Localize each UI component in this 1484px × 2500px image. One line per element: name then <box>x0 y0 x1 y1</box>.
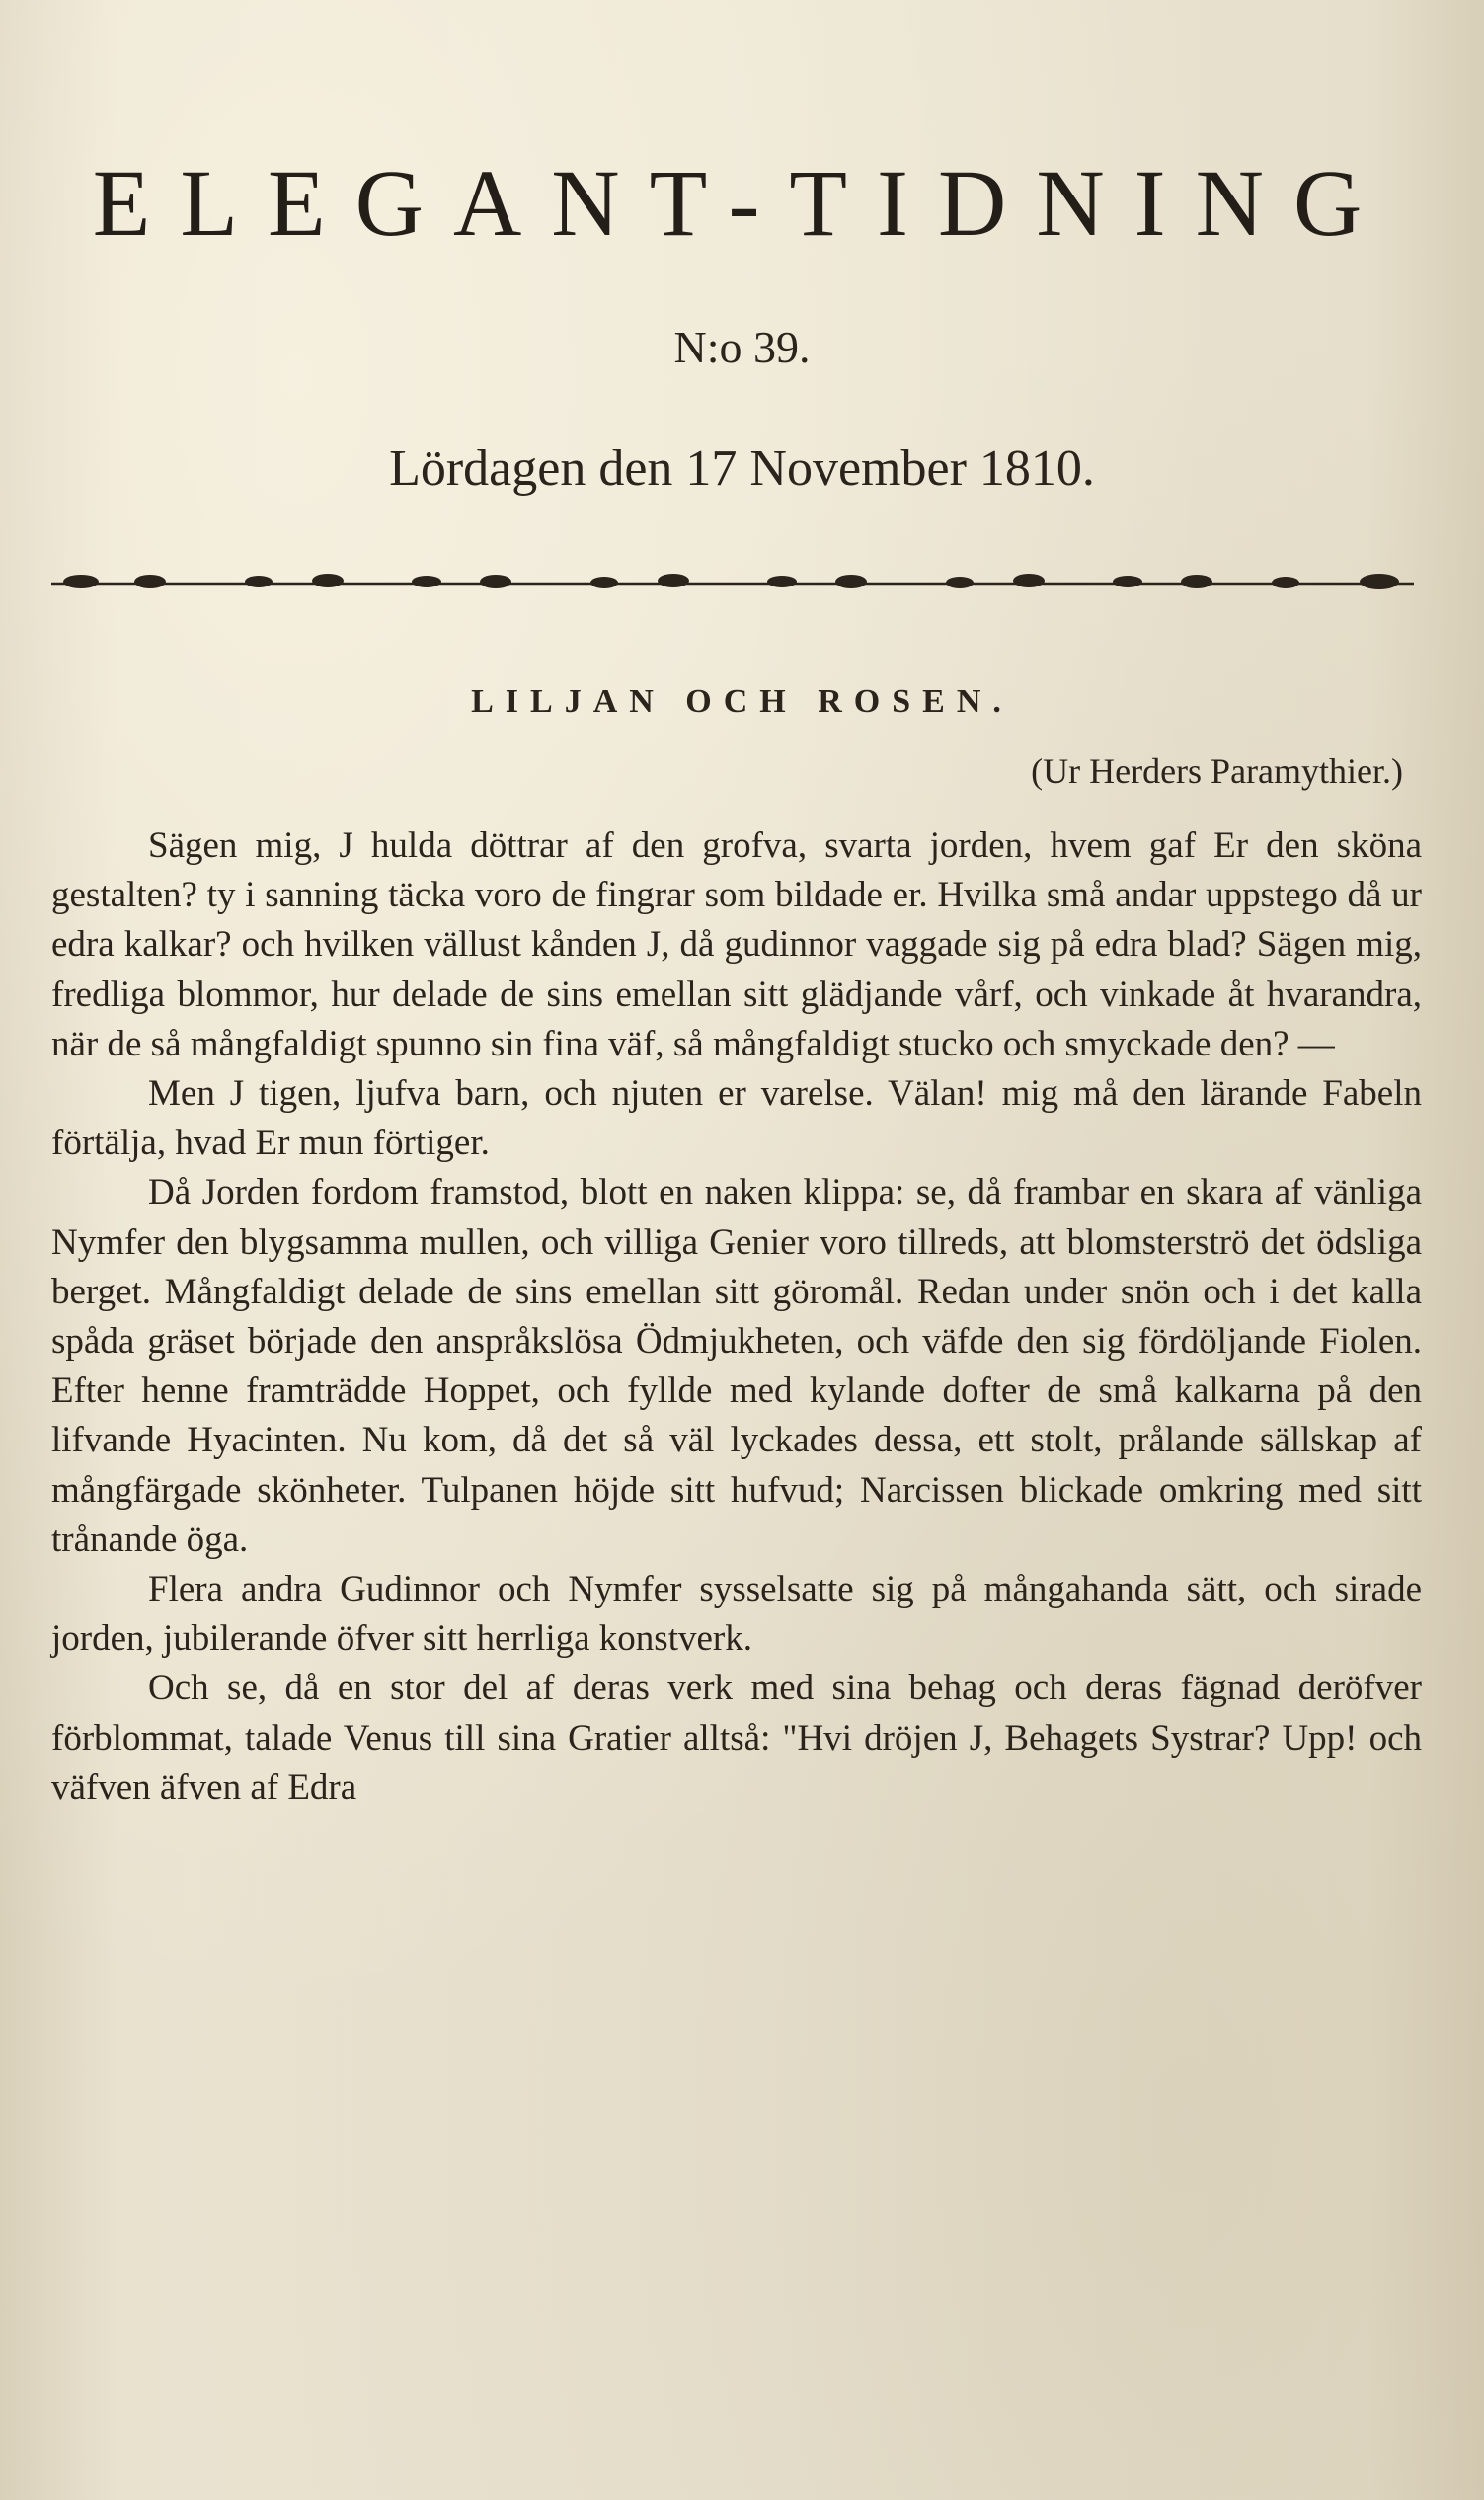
paragraph: Men J tigen, ljufva barn, och njuten er varelse. Välan! mig må den lärande Fabeln förtälja, hvad Er mun förtiger. <box>51 1073 1422 1164</box>
paragraph: Sägen mig, J hulda döttrar af den grofva, svarta jorden, hvem gaf Er den sköna gestalten? ty i sanning täcka voro de fingrar som bildade er. Hvilka små andar uppstego då ur edra kalkar? och hvilken vällust kånden J, då gudinnor vaggade sig på edra blad? Sägen mig, fredliga blommor, hur delade de sins emellan sitt glädjande vårf, och vinkade åt hvarandra, när de så mångfaldigt spunno sin fina väf, så mångfaldigt stucko och smyckade den? — <box>51 825 1422 1064</box>
paragraph: Flera andra Gudinnor och Nymfer sysselsatte sig på mångahanda sätt, och sirade jorden, jubilerande öfver sitt herrliga konstverk. <box>51 1569 1422 1660</box>
article-source: (Ur Herders Paramythier.) <box>1031 751 1403 791</box>
ornamental-rule <box>51 571 1414 596</box>
paragraph: Då Jorden fordom framstod, blott en naken klippa: se, då frambar en skara af vänliga Nymfer den blygsamma mullen, och villiga Genier voro tillreds, att blomsterströ det ödsliga berget. Mångfaldigt delade de sins emellan sitt göromål. Redan under snön och i det kalla spåda gräset började den anspråkslösa Ödmjukheten, och väfde den sig fördöljande Fiolen. Efter henne framträdde Hoppet, och fyllde med kylande dofter de små kalkarna på den lifvande Hyacinten. Nu kom, då det så väl lyckades dessa, ett stolt, prålande sällskap af mångfärgade skönheter. Tulpanen höjde sitt hufvud; Narcissen blickade omkring med sitt trånande öga. <box>51 1172 1422 1560</box>
masthead-title: ELEGANT-TIDNING <box>92 150 1392 256</box>
issue-date: Lördagen den 17 November 1810. <box>389 440 1095 497</box>
article-title: LILJAN OCH ROSEN. <box>471 683 1013 720</box>
paragraph: Och se, då en stor del af deras verk med sina behag och deras fägnad deröfver förblommat, talade Venus till sina Gratier alltså: "Hvi dröjen J, Behagets Systrar? Upp! och väfven äfven af Edra <box>51 1668 1422 1808</box>
article-body <box>51 821 1422 1813</box>
issue-number: N:o 39. <box>673 322 811 372</box>
